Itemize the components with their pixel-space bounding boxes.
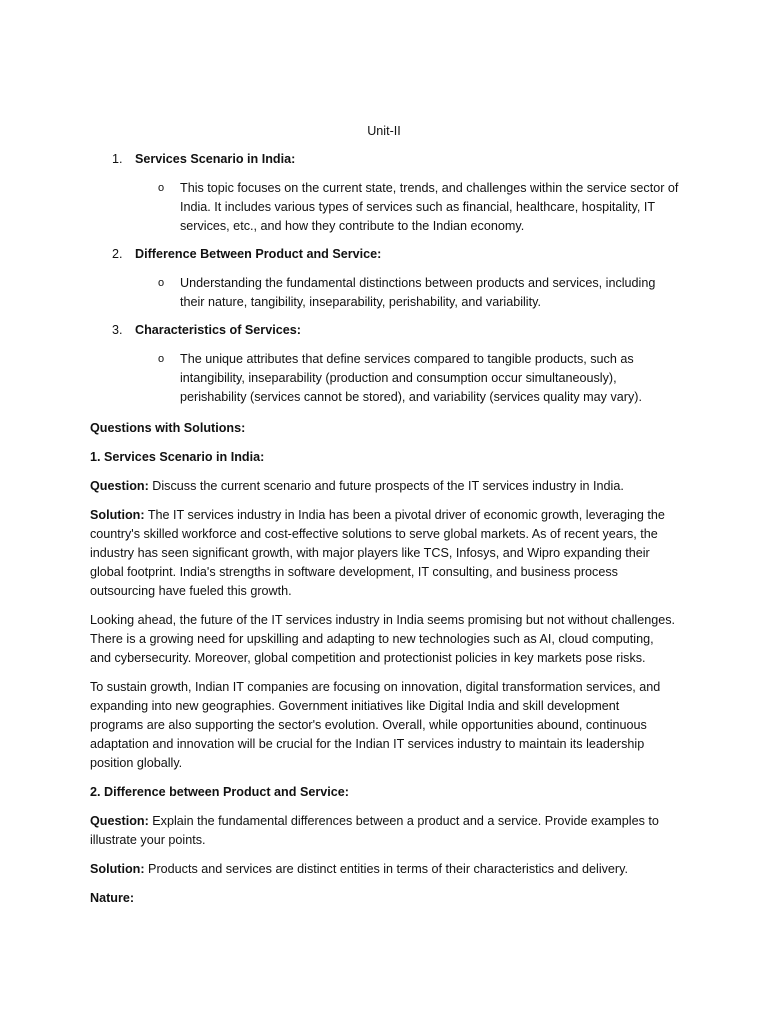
solution-paragraph (90, 506, 675, 601)
outline-item (90, 245, 680, 312)
solution-label: Solution: (90, 862, 145, 876)
section-heading: 1. Services Scenario in India: (90, 450, 265, 464)
outline-item (90, 321, 680, 407)
question-label: Question: (90, 814, 149, 828)
circle-bullet-icon: o (158, 353, 165, 365)
unit-title: Unit-II (367, 124, 401, 138)
outline-description: Understanding the fundamental distinctions between products and services, including their nature, tangibility, inseparability, perishability, and variability. (180, 276, 656, 309)
body-paragraph: Looking ahead, the future of the IT services industry in India seems promising but not without challenges. There is a growing need for upskilling and adapting to new technologies such as AI, cloud computing, and cybersecurity. Moreover, global competition and protectionist policies in key markets pose risks. (90, 613, 676, 665)
solution-label: Solution: (90, 508, 145, 522)
item-number: 2. (112, 247, 123, 261)
question-text: Explain the fundamental differences between a product and a service. Provide examples to illustrate your points. (90, 814, 659, 847)
item-number: 1. (112, 152, 123, 166)
solution-text: Products and services are distinct entities in terms of their characteristics and delivery. (144, 862, 628, 876)
item-number: 3. (112, 323, 123, 337)
question-paragraph (90, 812, 675, 850)
question-paragraph (90, 477, 675, 496)
outline-heading: Difference Between Product and Service: (135, 247, 382, 261)
circle-bullet-icon: o (158, 277, 165, 289)
outline-heading: Characteristics of Services: (135, 323, 301, 337)
outline-description: The unique attributes that define services compared to tangible products, such as intangibility, inseparability (production and consumption occur simultaneously), perishability (services cannot be stored), and variability (services quality may vary). (180, 352, 642, 404)
topic-outline (90, 150, 680, 416)
solution-paragraph (90, 860, 675, 879)
section-heading: 2. Difference between Product and Service: (90, 785, 349, 799)
solution-text: The IT services industry in India has been a pivotal driver of economic growth, leveraging the country's skilled workforce and cost-effective solutions to serve global markets. As of recent years, the industry has seen significant growth, with major players like TCS, Infosys, and Wipro expanding their global footprint. India's strengths in software development, IT consulting, and business process outsourcing have fueled this growth. (90, 508, 665, 598)
questions-section (90, 419, 675, 918)
questions-heading: Questions with Solutions: (90, 421, 246, 435)
nature-heading: Nature: (90, 891, 135, 905)
circle-bullet-icon: o (158, 182, 165, 194)
outline-item (90, 150, 680, 236)
body-paragraph: To sustain growth, Indian IT companies are focusing on innovation, digital transformation services, and expanding into new geographies. Government initiatives like Digital India and skill development programs are also supporting the sector's evolution. Overall, while opportunities abound, continuous adaptation and innovation will be crucial for the Indian IT services industry to maintain its leadership position globally. (90, 680, 661, 770)
outline-description: This topic focuses on the current state, trends, and challenges within the service sector of India. It includes various types of services such as financial, healthcare, hospitality, IT services, etc., and how they contribute to the Indian economy. (180, 181, 679, 233)
outline-heading: Services Scenario in India: (135, 152, 296, 166)
question-label: Question: (90, 479, 149, 493)
question-text: Discuss the current scenario and future prospects of the IT services industry in India. (148, 479, 624, 493)
